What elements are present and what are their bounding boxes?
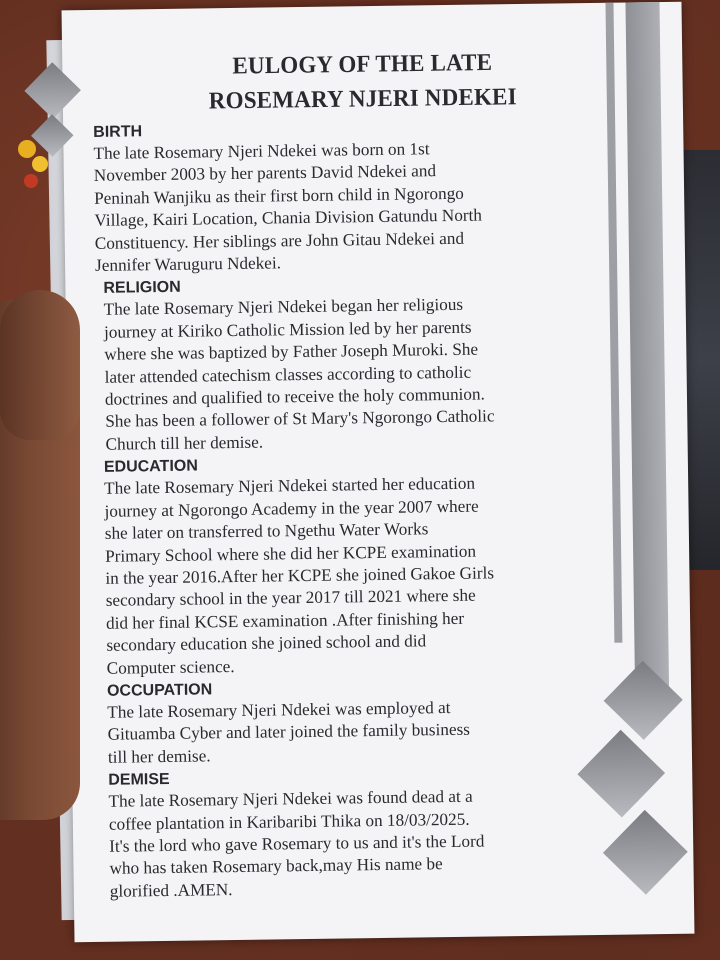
section-text: The late Rosemary Njeri Ndekei started her education journey at Ngorongo Academy in the year 2007 where she later on transferred to Ngethu Water Works Primary School where she did her KCPE examination in the year 2016.After her KCPE she joined Gakoe Girls secondary school in the year 2017 till 2021 where she did her final KCSE examination .After finishing her secondary education she joined school and did Computer science.	[104, 473, 495, 678]
section-text: The late Rosemary Njeri Ndekei was born on 1st November 2003 by her parents David Ndekei and Peninah Wanjiku as their first born child in Ngorongo Village, Kairi Location, Chania Division Gatundu North Constituency. Her siblings are John Gitau Ndekei and Jennifer Waruguru Ndekei.	[93, 139, 483, 275]
holding-thumb	[0, 290, 80, 440]
section-heading: RELIGION	[103, 279, 181, 298]
section-heading: BIRTH	[93, 123, 143, 141]
section-heading: OCCUPATION	[106, 681, 213, 700]
document-title	[112, 43, 613, 119]
decorative-stripe	[625, 2, 669, 702]
section-demise	[108, 763, 624, 903]
section-text: The late Rosemary Njeri Ndekei began her religious journey at Kiriko Catholic Mission led by her parents where she was baptized by Father Joseph Muroki. She later attended catechism classes according to catholic doctrines and qualified to receive the holy communion. She has been a follower of St Mary's Ngorongo Catholic Church till her demise.	[103, 295, 495, 454]
section-education	[104, 450, 621, 680]
title-line-2: ROSEMARY NJERI NDEKEI	[208, 83, 517, 114]
section-birth	[93, 115, 615, 278]
section-heading: EDUCATION	[103, 457, 198, 477]
section-text: The late Rosemary Njeri Ndekei was found dead at a coffee plantation in Karibaribi Thika on 18/03/2025. It's the lord who gave Rosemary to us and it's the Lord who has taken Rosemary back,may His name be glorified .AMEN.	[108, 786, 485, 901]
section-heading: DEMISE	[108, 771, 170, 789]
section-occupation	[107, 674, 622, 769]
eulogy-document	[92, 45, 624, 903]
section-text: The late Rosemary Njeri Ndekei was employed at Gituamba Cyber and later joined the family business till her demise.	[107, 697, 471, 767]
section-religion	[103, 271, 617, 456]
eulogy-page	[62, 2, 695, 943]
title-line-1: EULOGY OF THE LATE	[232, 48, 493, 79]
